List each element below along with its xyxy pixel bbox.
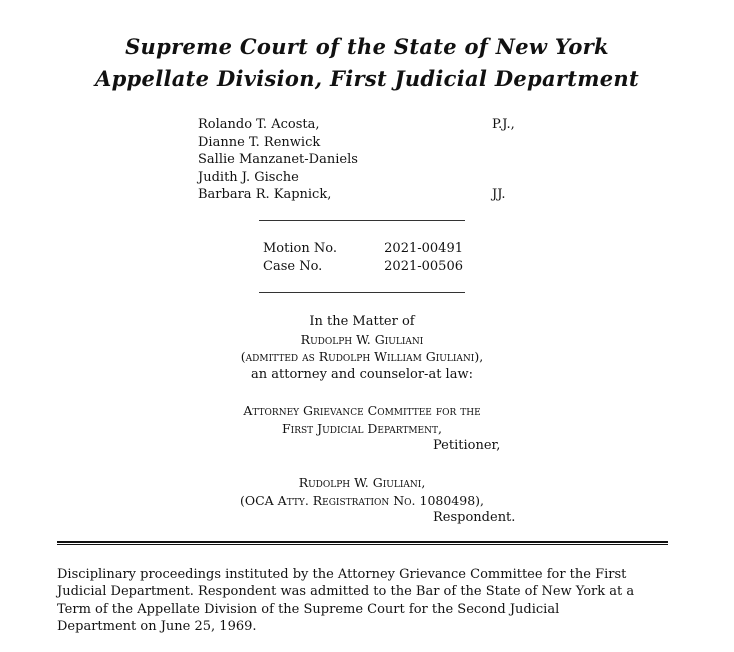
justice-name: Sallie Manzanet-Daniels: [198, 152, 358, 167]
motion-number-row: [263, 240, 463, 258]
petitioner-name: Attorney Grievance Committee for the: [243, 403, 481, 418]
summary-line: Disciplinary proceedings instituted by the Attorney Grievance Committee for the First: [57, 567, 627, 582]
summary-line: Term of the Appellate Division of the Supreme Court for the Second Judicial: [57, 601, 560, 617]
justice-name: Rolando T. Acosta,: [198, 117, 320, 132]
justice-name: Judith J. Gische: [198, 169, 299, 185]
matter-intro: In the Matter of: [309, 314, 415, 329]
justice-name: Barbara R. Kapnick,: [198, 187, 332, 202]
petitioner-role: Petitioner,: [433, 438, 501, 453]
divider-rule: [259, 292, 465, 293]
matter-respondent-name: Rudolph W. Giuliani: [300, 331, 424, 347]
justice-row: [198, 186, 538, 204]
matter-caption: [212, 313, 512, 383]
respondent-registration: (OCA Atty. Registration No. 1080498),: [239, 492, 485, 508]
divider-rule: [259, 220, 465, 221]
section-divider: [57, 541, 668, 545]
justice-row: [198, 169, 538, 187]
docket-numbers: [263, 240, 463, 276]
respondent-name: Rudolph W. Giuliani,: [298, 475, 426, 490]
motion-number-label: Motion No.: [263, 241, 337, 256]
justice-row: [198, 134, 538, 152]
case-number-label: Case No.: [263, 259, 323, 274]
case-number-value: 2021-00506: [384, 259, 463, 274]
matter-description: an attorney and counselor-at law:: [251, 366, 473, 382]
summary-line: Department on June 25, 1969.: [57, 619, 257, 635]
bench-list: [198, 116, 538, 204]
justice-row: [198, 116, 538, 134]
petitioner-department: First Judicial Department,: [282, 420, 442, 436]
court-division: Appellate Division, First Judicial Department: [94, 66, 639, 91]
summary-line: Judicial Department. Respondent was admitted to the Bar of the State of New York at a: [57, 584, 635, 600]
motion-number-value: 2021-00491: [384, 241, 463, 256]
justice-title: JJ.: [492, 187, 506, 202]
justice-name: Dianne T. Renwick: [198, 134, 321, 150]
justice-row: [198, 151, 538, 169]
court-name: Supreme Court of the State of New York: [125, 34, 609, 59]
respondent-block: [212, 474, 512, 509]
respondent-role: Respondent.: [433, 510, 516, 525]
case-number-row: [263, 258, 463, 276]
petitioner-block: [212, 402, 512, 437]
proceeding-summary: [57, 566, 677, 636]
justice-title: P.J.,: [492, 117, 515, 132]
matter-admitted-as: (admitted as Rudolph William Giuliani),: [240, 349, 484, 364]
